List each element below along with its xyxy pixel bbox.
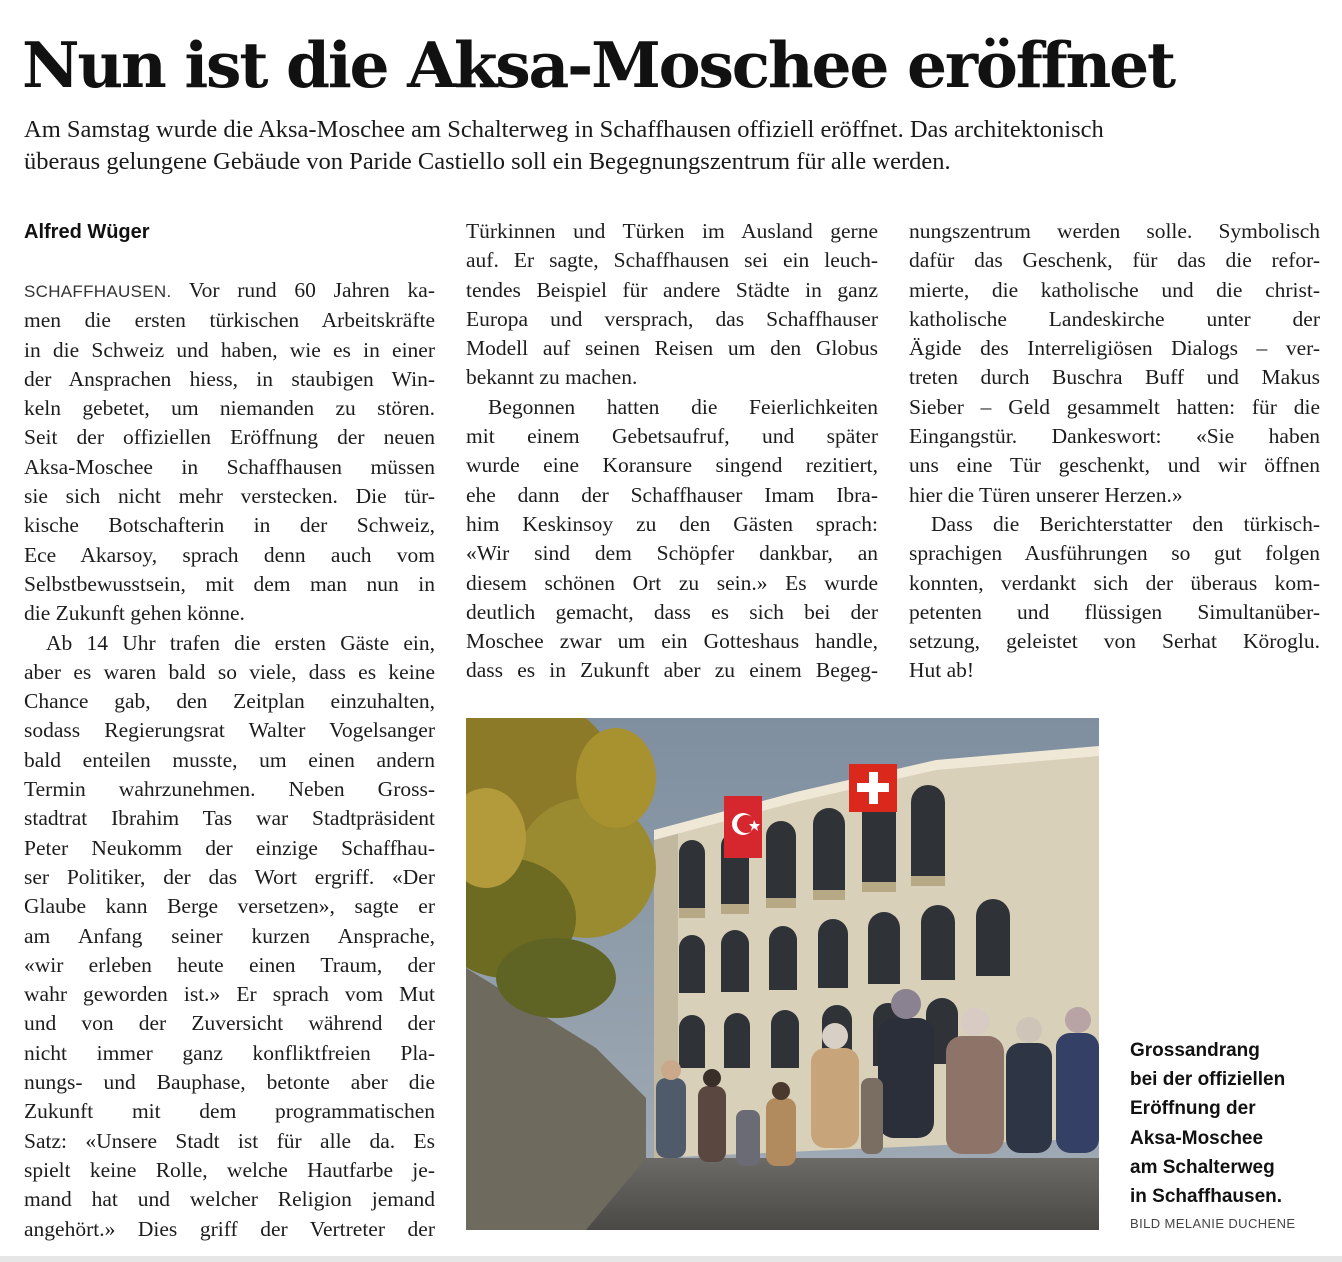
- text-line: him Keskinsoy zu den Gästen sprach:: [466, 511, 878, 536]
- text-line: ehe dann der Schaffhauser Imam Ibra-: [466, 482, 878, 507]
- text-line: Termin wahrzunehmen. Neben Gross-: [24, 777, 435, 802]
- text-line: Europa und versprach, das Schaffhauser: [466, 306, 878, 331]
- text-line: petenten und flüssigen Simultanüber-: [909, 599, 1320, 624]
- text-column-3: [909, 217, 1320, 686]
- text-line: Satz: «Unsere Stadt ist für alle da. Es: [24, 1128, 435, 1153]
- text-line: Glaube kann Berge versetzen», sagte er: [24, 894, 435, 919]
- text-line: Peter Neukomm der einzige Schaffhau-: [24, 835, 435, 860]
- text-line: «Wir sind dem Schöpfer dankbar, an: [466, 541, 878, 566]
- caption-line: bei der offiziellen: [1130, 1069, 1286, 1091]
- headline: Nun ist die Aksa-Moschee eröffnet: [22, 28, 1174, 102]
- author-byline: Alfred Wüger: [24, 221, 150, 243]
- photo-caption: [1130, 1036, 1330, 1211]
- text-line: bald enteilen musste, um einen andern: [24, 747, 435, 772]
- text-line: mierte, die katholische und die christ-: [909, 277, 1320, 302]
- text-line: diesem schönen Ort zu sein.» Es wurde: [466, 570, 878, 595]
- text-line: in die Schweiz und haben, wie es in einer: [24, 337, 435, 362]
- text-line: «wir erleben heute einen Traum, der: [24, 952, 435, 977]
- text-line: der Ansprachen hiess, in staubigen Win-: [24, 366, 435, 391]
- text-line: Dass die Berichterstatter den türkisch-: [931, 511, 1320, 536]
- text-line: nicht immer ganz konfliktfreien Pla-: [24, 1040, 435, 1065]
- lead-paragraph: [24, 114, 1324, 178]
- text-line: auf. Er sagte, Schaffhausen sei ein leuch-: [466, 248, 878, 273]
- text-line: angehört.» Dies griff der Vertreter der: [24, 1216, 435, 1241]
- text-line: Eingangstür. Dankeswort: «Sie haben: [909, 424, 1320, 449]
- text-line: Begonnen hatten die Feierlichkeiten: [488, 394, 878, 419]
- text-line: Modell auf seinen Reisen um den Globus: [466, 336, 878, 361]
- dateline: SCHAFFHAUSEN.: [24, 282, 172, 301]
- text-line: Selbstbewusstsein, mit dem man nun in: [24, 571, 435, 596]
- text-line: sodass Regierungsrat Walter Vogelsanger: [24, 718, 435, 743]
- turkish-flag: [724, 796, 762, 858]
- text-line: Sieber – Geld gesammelt hatten: für die: [909, 394, 1320, 419]
- text-line: men die ersten türkischen Arbeitskräfte: [24, 308, 435, 333]
- text-column-2: [466, 217, 878, 686]
- text-line: wahr geworden ist.» Er sprach vom Mut: [24, 982, 435, 1007]
- text-line: mit einem Gebetsaufruf, und später: [466, 424, 878, 449]
- text-line: und von der Zuversicht während der: [24, 1011, 435, 1036]
- text-line: hier die Türen unserer Herzen.»: [909, 482, 1183, 507]
- text-line: nungs- und Bauphase, betonte aber die: [24, 1070, 435, 1095]
- swiss-flag: [849, 764, 897, 812]
- text-line: uns eine Tür geschenkt, und wir öffnen: [909, 453, 1320, 478]
- text-line: aber es waren bald so viele, dass es keine: [24, 659, 435, 684]
- text-line: setzung, geleistet von Serhat Köroglu.: [909, 629, 1320, 654]
- text-line: Hut ab!: [909, 658, 975, 683]
- text-line: Chance gab, den Zeitplan einzuhalten,: [24, 689, 435, 714]
- walkway: [586, 1158, 1099, 1230]
- caption-line: am Schalterweg: [1130, 1156, 1275, 1178]
- text-line: Türkinnen und Türken im Ausland gerne: [466, 219, 878, 243]
- text-line: nungszentrum werden solle. Symbolisch: [909, 219, 1320, 243]
- lead-line: überaus gelungene Gebäude von Paride Castiello soll ein Begegnungszentrum für alle werden.: [24, 148, 951, 175]
- caption-line: in Schaffhausen.: [1130, 1186, 1283, 1208]
- text-line: dafür das Geschenk, für das die refor-: [909, 248, 1320, 273]
- text-line: katholische Landeskirche unter der: [909, 306, 1320, 331]
- text-line: stadtrat Ibrahim Tas war Stadtpräsident: [24, 806, 435, 831]
- text-line: die Zukunft gehen könne.: [24, 601, 245, 626]
- text-line: Seit der offiziellen Eröffnung der neuen: [24, 425, 435, 450]
- text-line: wurde eine Koransure singend rezitiert,: [466, 453, 878, 478]
- text-line: Ägide des Interreligiösen Dialogs – ver-: [909, 336, 1320, 361]
- caption-line: Aksa-Moschee: [1130, 1127, 1264, 1149]
- text-line: dass es in Zukunft aber zu einem Begeg-: [466, 658, 878, 683]
- text-line: konnten, verdankt sich der überaus kom-: [909, 570, 1320, 595]
- text-line: sie sich nicht mehr verstecken. Die tür-: [24, 484, 435, 509]
- text-line: Ece Akarsoy, sprach denn auch vom: [24, 542, 435, 567]
- lead-line: Am Samstag wurde die Aksa-Moschee am Schalterweg in Schaffhausen offiziell eröffnet. Das architektonisch: [24, 116, 1104, 143]
- text-line: Ab 14 Uhr trafen die ersten Gäste ein,: [46, 630, 435, 655]
- text-line: spielt keine Rolle, welche Hautfarbe je-: [24, 1157, 435, 1182]
- text-line: Moschee zwar um ein Gotteshaus handle,: [466, 629, 878, 654]
- mosque-photo: [466, 718, 1099, 1230]
- text-line: mand hat und welcher Religion jemand: [24, 1187, 435, 1212]
- text-line: ser Politiker, der das Wort ergriff. «Der: [24, 864, 435, 889]
- text-line: keln gebetet, um niemanden zu stören.: [24, 396, 435, 421]
- text-line: am Anfang seiner kurzen Ansprache,: [24, 923, 435, 948]
- text-line: sprachigen Ausführungen so gut folgen: [909, 541, 1320, 566]
- text-line: tendes Beispiel für andere Städte in ganz: [466, 277, 878, 302]
- text-line: treten durch Buschra Buff und Makus: [909, 365, 1320, 390]
- mosque-photo-illustration: [466, 718, 1099, 1230]
- text-line: kische Botschafterin in der Schweiz,: [24, 513, 435, 538]
- caption-line: Grossandrang: [1130, 1040, 1260, 1061]
- text-line: bekannt zu machen.: [466, 365, 638, 390]
- text-line: Aksa-Moschee in Schaffhausen müssen: [24, 454, 435, 479]
- bottom-rule: [0, 1256, 1342, 1262]
- text-line: Zukunft mit dem programmatischen: [24, 1099, 435, 1124]
- text-line: [24, 276, 435, 306]
- text-line-fragment: Vor rund 60 Jahren ka-: [171, 278, 435, 302]
- caption-line: Eröffnung der: [1130, 1098, 1256, 1120]
- text-column-1: [24, 276, 435, 1244]
- photo-credit: BILD MELANIE DUCHENE: [1130, 1216, 1296, 1231]
- text-line: deutlich gemacht, dass es sich bei der: [466, 599, 878, 624]
